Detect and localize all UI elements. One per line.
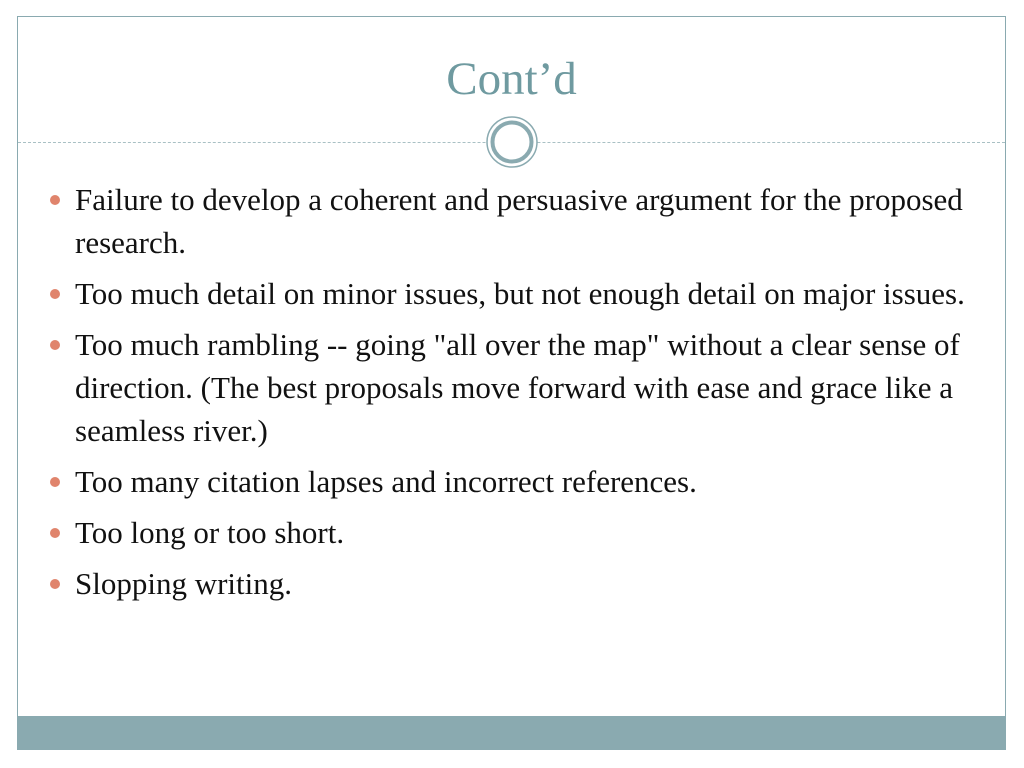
- bullet-text: Too much rambling -- going "all over the map" without a clear sense of direction. (The best proposals move forward with ease and grace like a seamless river.): [75, 327, 960, 448]
- bullet-text: Slopping writing.: [75, 566, 293, 601]
- bullet-list: [46, 178, 981, 605]
- bullet-text: Failure to develop a coherent and persuasive argument for the proposed research.: [75, 182, 963, 260]
- bullet-text: Too much detail on minor issues, but not enough detail on major issues.: [75, 276, 965, 311]
- slide-content: [46, 178, 981, 613]
- bullet-dot-icon: [50, 340, 60, 350]
- bullet-item: [46, 460, 981, 503]
- slide-title: Cont’d: [446, 53, 577, 105]
- bullet-dot-icon: [50, 579, 60, 589]
- footer-bar: [17, 716, 1006, 750]
- bullet-item: [46, 562, 981, 605]
- bullet-dot-icon: [50, 477, 60, 487]
- bullet-text: Too long or too short.: [75, 515, 345, 550]
- bullet-dot-icon: [50, 528, 60, 538]
- bullet-text: Too many citation lapses and incorrect references.: [75, 464, 697, 499]
- bullet-item: [46, 511, 981, 554]
- bullet-item: [46, 323, 981, 452]
- bullet-item: [46, 272, 981, 315]
- bullet-dot-icon: [50, 289, 60, 299]
- bullet-dot-icon: [50, 195, 60, 205]
- double-circle-icon: [486, 116, 538, 168]
- bullet-item: [46, 178, 981, 264]
